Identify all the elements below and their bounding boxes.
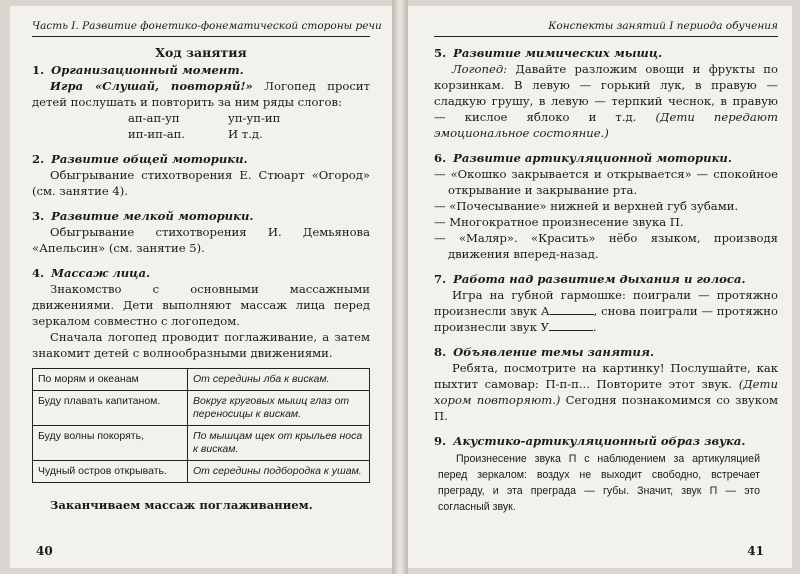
section-3-number: 3.	[32, 209, 45, 223]
speaker-label: Логопед:	[452, 62, 508, 76]
section-8-heading	[434, 344, 778, 360]
left-content	[32, 45, 370, 513]
section-2-text: Обыгрывание стихотворения Е. Стюарт «Огород» (см. занятие 4).	[32, 168, 370, 198]
table-row	[33, 391, 370, 426]
section-7-body-a: Игра на губной гармошке: поиграли — протяжно произнесли звук А	[434, 288, 778, 318]
section-2-title: Развитие общей моторики.	[51, 152, 248, 166]
section-8-text	[434, 360, 778, 424]
table-cell: От середины лба к вискам.	[188, 369, 370, 391]
section-7-body-c: .	[593, 320, 597, 334]
left-page	[10, 6, 392, 568]
section-9-number: 9.	[434, 434, 447, 448]
table-cell: Буду плавать капитаном.	[33, 391, 188, 426]
table-cell: По морям и океанам	[33, 369, 188, 391]
section-4-heading	[32, 265, 370, 281]
section-3-heading	[32, 208, 370, 224]
section-1-heading	[32, 62, 370, 78]
right-page	[408, 6, 792, 568]
section-5-number: 5.	[434, 46, 447, 60]
table-cell: По мышцам щек от крыльев носа к вискам.	[188, 426, 370, 461]
massage-table	[32, 368, 370, 483]
section-2-number: 2.	[32, 152, 45, 166]
syllable: ип-ип-ап.	[128, 127, 186, 141]
section-7-number: 7.	[434, 272, 447, 286]
table-cell: Вокруг круговых мышц глаз от переносицы к вискам.	[188, 391, 370, 426]
section-8-title: Объявление темы занятия.	[453, 345, 655, 359]
table-cell: Чудный остров открывать.	[33, 461, 188, 483]
section-1-title: Организационный момент.	[51, 63, 244, 77]
section-6-title: Развитие артикуляционной моторики.	[453, 151, 732, 165]
section-7-body-b: , снова поиграли — протяжно произнесли звук У	[434, 304, 778, 334]
section-4-para-1: Знакомство с основными массажными движениями. Дети выполняют массаж лица перед зеркалом совместно с логопедом.	[32, 282, 370, 328]
section-4-title: Массаж лица.	[51, 266, 151, 280]
page-number-left: 40	[36, 544, 53, 558]
section-8-body: Ребята, посмотрите на картинку! Послушайте, как пыхтит самовар: П-п-п... Повторите этот звук.	[434, 361, 778, 391]
syllable: ап-ап-уп	[128, 111, 180, 125]
syllable-row-1	[32, 110, 370, 126]
section-6-heading	[434, 150, 778, 166]
section-5-note: (Дети передают эмоциональное состояние.)	[434, 110, 779, 140]
list-item: — «Почесывание» нижней и верхней губ зубами.	[434, 199, 739, 213]
section-3-title: Развитие мелкой моторики.	[51, 209, 254, 223]
section-4-final: Заканчиваем массаж поглаживанием.	[50, 498, 313, 512]
book-gutter	[392, 0, 408, 574]
section-1-body: Логопед просит детей послушать и повторить за ним ряды слогов:	[32, 79, 370, 109]
section-8-number: 8.	[434, 345, 447, 359]
list-item: — Многократное произнесение звука П.	[434, 215, 684, 229]
section-5-body: Давайте разложим овощи и фрукты по корзинкам. В левую — горький лук, в правую — сладкую грушу, в левую — терпкий чеснок, в правую — кислое яблоко и т.д.	[434, 62, 778, 124]
section-2-heading	[32, 151, 370, 167]
table-row	[33, 369, 370, 391]
section-5-heading	[434, 45, 778, 61]
syllable: уп-уп-ип	[228, 111, 281, 125]
list-item: — «Окошко закрывается и открывается» — спокойное открывание и закрывание рта.	[434, 167, 778, 197]
table-cell: Буду волны покорять,	[33, 426, 188, 461]
section-9-text: Произнесение звука П с наблюдением за артикуляцией перед зеркалом: воздух не выходит свободно, встречает преграду, и эта преграда — губы. Значит, звук П — это согласный звук.	[438, 453, 760, 513]
section-7-title: Работа над развитием дыхания и голоса.	[453, 272, 746, 286]
section-9-title: Акустико-артикуляционный образ звука.	[453, 434, 746, 448]
table-cell: От середины подбородка к ушам.	[188, 461, 370, 483]
page-number-right: 41	[747, 544, 764, 558]
right-content	[434, 45, 778, 515]
answer-blank	[549, 320, 593, 331]
answer-blank	[550, 304, 594, 315]
game-name: Игра «Слушай, повторяй!»	[50, 79, 253, 93]
section-9-heading	[434, 433, 778, 449]
table-row	[33, 461, 370, 483]
list-item: — «Маляр». «Красить» нёбо языком, производя движения вперед-назад.	[434, 231, 778, 261]
running-head-right: Конспекты занятий I периода обучения	[434, 6, 778, 37]
section-7-heading	[434, 271, 778, 287]
section-4-para-2: Сначала логопед проводит поглаживание, а затем знакомит детей с волнообразными движениями.	[32, 330, 370, 360]
section-5-title: Развитие мимических мышц.	[453, 46, 663, 60]
section-5-text	[434, 61, 778, 141]
syllable-row-2	[32, 126, 370, 142]
lesson-title: Ход занятия	[155, 45, 247, 60]
table-row	[33, 426, 370, 461]
section-6-number: 6.	[434, 151, 447, 165]
section-8-body-2: Сегодня познакомимся со звуком П.	[434, 393, 778, 423]
syllable: И т.д.	[228, 127, 263, 141]
section-3-text: Обыгрывание стихотворения И. Демьянова «Апельсин» (см. занятие 5).	[32, 225, 370, 255]
section-1-number: 1.	[32, 63, 45, 77]
section-1-text	[32, 78, 370, 110]
section-8-note: (Дети хором повторяют.)	[434, 377, 778, 407]
section-4-number: 4.	[32, 266, 45, 280]
section-7-text	[434, 287, 778, 335]
running-head-left: Часть I. Развитие фонетико-фонематической стороны речи	[32, 6, 370, 37]
